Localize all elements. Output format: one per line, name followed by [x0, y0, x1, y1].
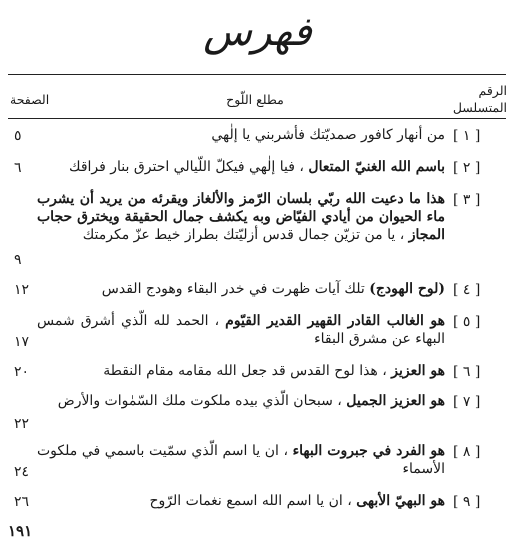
page-number: ١٩١ [8, 522, 33, 540]
entry-text [37, 442, 445, 478]
toc-entry [0, 488, 515, 518]
entry-bold-heading: هو الغالب القادر القهير القدير القيّوم [225, 313, 445, 329]
toc-entry [0, 122, 515, 154]
entry-text [37, 190, 445, 244]
entry-number: [ ٤ ] [453, 282, 481, 298]
entry-text [37, 280, 445, 298]
entry-opening: تلك آيات ظهرت في خدر البقاء وهودج القدس [101, 281, 365, 297]
entry-opening: ، يا من تزيّن جمال قدس أزليّتك بطراز خيط عزّ مكرمتك [82, 227, 405, 243]
entry-page: ٢٠ [14, 364, 30, 380]
entry-bold-heading: هو العزيز [391, 363, 445, 379]
entry-page: ٢٦ [14, 494, 30, 510]
entry-number: [ ٩ ] [453, 494, 481, 510]
entry-number: [ ١ ] [453, 128, 481, 144]
entry-opening: ، ان يا اسم الله اسمع نغمات الرّوح [149, 493, 352, 509]
entry-opening: ، ان يا اسم الّذي سمّيت باسمي في ملكوت الأسماء [37, 443, 445, 477]
entry-number: [ ٦ ] [453, 364, 481, 380]
header-title-column: مطلع اللّوح [226, 92, 284, 107]
toc-entry [0, 388, 515, 438]
entry-bold-heading: (لوح الهودج) [369, 281, 445, 297]
entry-bold-heading: هو الفرد في جبروت البهاء [292, 443, 445, 459]
entry-text [37, 392, 445, 410]
entry-opening: ، هذا لوح القدس قد جعل الله مقامه مقام النقطة [103, 363, 387, 379]
header-page-column: الصفحة [10, 92, 50, 107]
entry-number: [ ٧ ] [453, 394, 481, 410]
entry-text [37, 492, 445, 510]
entry-number: [ ٣ ] [453, 192, 481, 208]
entry-number: [ ٥ ] [453, 314, 481, 330]
entry-page: ٢٤ [14, 464, 30, 480]
page-title: فهرس [203, 9, 312, 55]
toc-entry [0, 154, 515, 186]
entry-bold-heading: باسم الله الغنيّ المتعال [308, 159, 445, 175]
toc-entry [0, 358, 515, 388]
entry-page: ١٧ [14, 334, 30, 350]
entry-opening: ، الحمد لله الّذي أشرق شمس البهاء عن مشرق البقاء [37, 313, 445, 347]
entry-page: ٩ [14, 252, 22, 268]
entry-bold-heading: هو العزيز الجميل [346, 393, 445, 409]
entry-text [37, 126, 445, 144]
entry-page: ٦ [14, 160, 22, 176]
toc-entry [0, 186, 515, 276]
entry-page: ١٢ [14, 282, 30, 298]
header-rule-bottom [8, 118, 506, 119]
toc-entries [0, 122, 515, 518]
entry-page: ٥ [14, 128, 22, 144]
entry-number: [ ٨ ] [453, 444, 481, 460]
entry-opening: ، فيا إلٰهي فيكلّ اللّيالي احترق بنار فراقك [69, 159, 304, 175]
entry-text [37, 362, 445, 380]
header-rule-top [8, 74, 506, 75]
toc-entry [0, 438, 515, 488]
entry-text [37, 312, 445, 348]
entry-bold-heading: هو البهيّ الأبهى [356, 493, 445, 509]
entry-bold-heading: هذا ما دعيت الله ربّي بلسان الرّمز والألغاز ويقرئه من يريد أن يشرب ماء الحيوان من أيادي الفيّاض وبه يكشف جمال الحقيقة ويخترق حجاب المجاز [37, 191, 445, 243]
entry-opening: ، سبحان الّذي بيده ملكوت ملك السّمٰوات والأرض [57, 393, 342, 409]
toc-entry [0, 276, 515, 308]
toc-entry [0, 308, 515, 358]
entry-number: [ ٢ ] [453, 160, 481, 176]
entry-page: ٢٢ [14, 416, 30, 432]
header-number-column: الرقم المتسلسل [452, 83, 507, 115]
entry-text [37, 158, 445, 176]
entry-opening: من أنهار كافور صمديّتك فأشربني يا إلٰهي [211, 127, 445, 143]
